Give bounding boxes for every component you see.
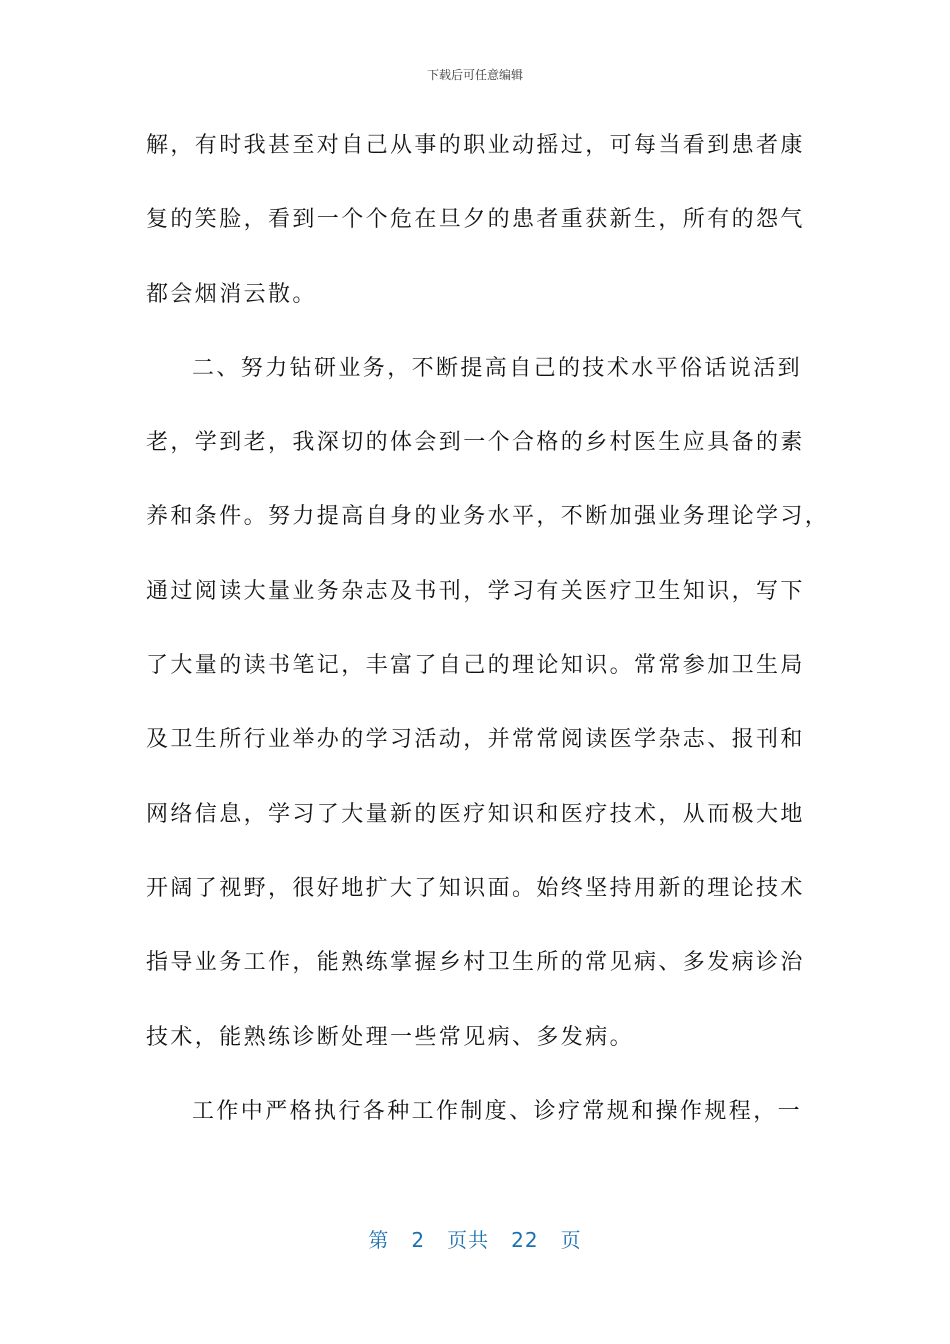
text-line: 老，学到老，我深切的体会到一个合格的乡村医生应具备的素 <box>146 430 805 456</box>
footer-middle: 页共 <box>447 1228 490 1252</box>
paragraph-start-line: 二、努力钻研业务，不断提高自己的技术水平俗话说活到 <box>192 355 803 381</box>
footer-prefix: 第 <box>368 1228 390 1252</box>
text-line: 技术，能熟练诊断处理一些常见病、多发病。 <box>146 1024 635 1050</box>
footer-suffix: 页 <box>560 1228 582 1252</box>
document-body <box>146 126 830 1166</box>
total-pages-number: 22 <box>511 1228 539 1252</box>
text-line: 养和条件。努力提高自身的业务水平，不断加强业务理论学习， <box>146 504 830 530</box>
text-line: 指导业务工作，能熟练掌握乡村卫生所的常见病、多发病诊治 <box>146 950 805 976</box>
text-line: 开阔了视野，很好地扩大了知识面。始终坚持用新的理论技术 <box>146 875 805 901</box>
text-line: 复的笑脸，看到一个个危在旦夕的患者重获新生，所有的怨气 <box>146 207 805 233</box>
page-number-footer <box>0 1224 950 1253</box>
paragraph-start-line: 工作中严格执行各种工作制度、诊疗常规和操作规程，一 <box>192 1098 803 1124</box>
text-line: 网络信息，学习了大量新的医疗知识和医疗技术，从而极大地 <box>146 801 805 827</box>
text-line: 了大量的读书笔记，丰富了自己的理论知识。常常参加卫生局 <box>146 653 805 679</box>
current-page-number: 2 <box>411 1228 426 1252</box>
page-header: 下载后可任意编辑 <box>426 68 523 82</box>
text-line: 都会烟消云散。 <box>146 281 317 307</box>
text-line: 解，有时我甚至对自己从事的职业动摇过，可每当看到患者康 <box>146 133 805 158</box>
text-line: 及卫生所行业举办的学习活动，并常常阅读医学杂志、报刊和 <box>146 727 805 753</box>
text-line: 通过阅读大量业务杂志及书刊，学习有关医疗卫生知识，写下 <box>146 578 805 604</box>
